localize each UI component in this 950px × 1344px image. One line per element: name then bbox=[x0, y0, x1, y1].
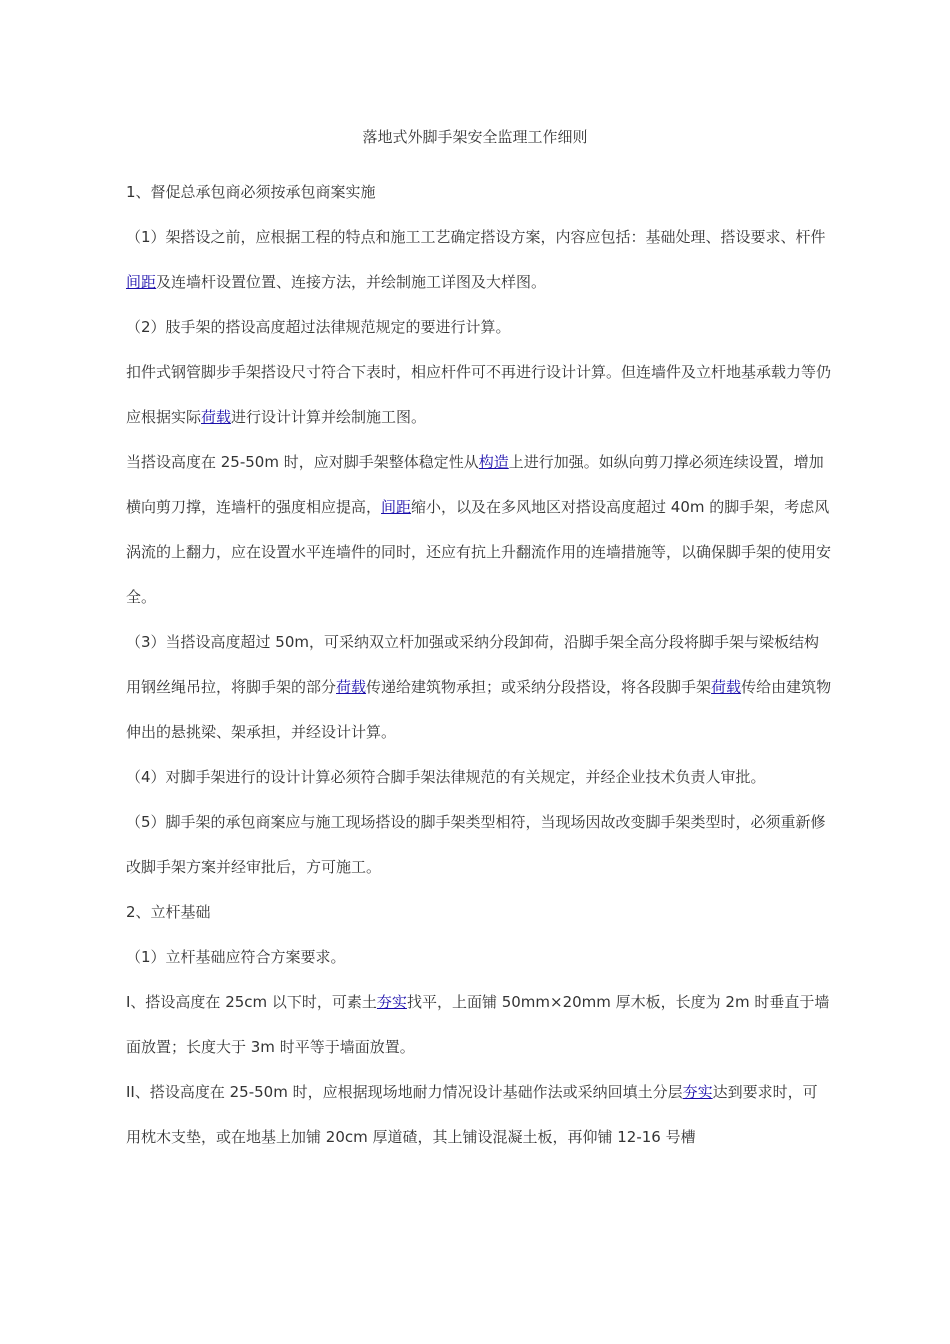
paragraph-text: 进行设计计算并绘制施工图。 bbox=[231, 408, 427, 426]
paragraph-text: （3）当搭设高度超过 50m，可采纳双立杆加强或采纳分段卸荷，沿脚手架全高分段将脚手架与梁板结构用钢丝绳吊拉，将脚手架的部分 bbox=[126, 633, 820, 696]
glossary-link[interactable]: 夯实 bbox=[682, 1083, 713, 1101]
glossary-link[interactable]: 构造 bbox=[478, 453, 509, 471]
paragraph-text: 找平，上面铺 50mm×20mm 厚木板，长度为 2m 时垂直于墙面放置；长度大于 3m 时平等于墙面放置。 bbox=[126, 993, 830, 1056]
paragraph bbox=[126, 620, 832, 755]
glossary-link[interactable]: 夯实 bbox=[376, 993, 407, 1011]
paragraph-text: 达到要求时，可用枕木支垫，或在地基上加铺 20cm 厚道碴，其上铺设混凝土板，再仰铺 12-16 号槽 bbox=[126, 1083, 818, 1146]
paragraph-text: 传递给建筑物承担；或采纳分段搭设，将各段脚手架 bbox=[366, 678, 712, 696]
paragraph-text: 当搭设高度在 25-50m 时，应对脚手架整体稳定性从 bbox=[126, 453, 479, 471]
paragraph bbox=[126, 350, 832, 440]
paragraph-text: （5）脚手架的承包商案应与施工现场搭设的脚手架类型相符，当现场因故改变脚手架类型时，必须重新修改脚手架方案并经审批后，方可施工。 bbox=[126, 813, 826, 876]
paragraph bbox=[126, 1070, 832, 1160]
paragraph bbox=[126, 980, 832, 1070]
glossary-link[interactable]: 荷载 bbox=[201, 408, 232, 426]
glossary-link[interactable]: 间距 bbox=[126, 273, 157, 291]
glossary-link[interactable]: 间距 bbox=[381, 498, 412, 516]
paragraph-text: 上进行加强。如纵向剪刀撑必须连续设置，增加横向剪刀撑，连墙杆的强度相应提高， bbox=[126, 453, 824, 516]
paragraph bbox=[126, 935, 832, 980]
paragraph-text: 2、立杆基础 bbox=[126, 903, 211, 921]
paragraph bbox=[126, 755, 832, 800]
paragraph-text: （2）肢手架的搭设高度超过法律规范规定的要进行计算。 bbox=[126, 318, 511, 336]
paragraph-text: 缩小，以及在多风地区对搭设高度超过 40m 的脚手架，考虑风涡流的上翻力，应在设置水平连墙件的同时，还应有抗上升翻流作用的连墙措施等，以确保脚手架的使用安全。 bbox=[126, 498, 832, 606]
document-body bbox=[126, 170, 832, 1160]
paragraph bbox=[126, 215, 832, 305]
paragraph-text: 扣件式钢管脚步手架搭设尺寸符合下表时，相应杆件可不再进行设计计算。但连墙件及立杆地基承载力等仍应根据实际 bbox=[126, 363, 832, 426]
glossary-link[interactable]: 荷载 bbox=[336, 678, 367, 696]
paragraph bbox=[126, 440, 832, 620]
paragraph-text: （1）立杆基础应符合方案要求。 bbox=[126, 948, 346, 966]
paragraph-text: （1）架搭设之前，应根据工程的特点和施工工艺确定搭设方案，内容应包括：基础处理、搭设要求、杆件 bbox=[126, 228, 826, 246]
paragraph-text: 传给由建筑物伸出的悬挑梁、架承担，并经设计计算。 bbox=[126, 678, 832, 741]
paragraph bbox=[126, 800, 832, 890]
paragraph-text: II、搭设高度在 25-50m 时，应根据现场地耐力情况设计基础作法或采纳回填土分层 bbox=[126, 1083, 683, 1101]
paragraph bbox=[126, 890, 832, 935]
document-title: 落地式外脚手架安全监理工作细则 bbox=[362, 128, 588, 146]
paragraph-text: I、搭设高度在 25cm 以下时，可素土 bbox=[126, 993, 377, 1011]
paragraph-text: 及连墙杆设置位置、连接方法，并绘制施工详图及大样图。 bbox=[156, 273, 547, 291]
paragraph bbox=[126, 170, 832, 215]
paragraph bbox=[126, 305, 832, 350]
glossary-link[interactable]: 荷载 bbox=[711, 678, 742, 696]
paragraph-text: （4）对脚手架进行的设计计算必须符合脚手架法律规范的有关规定，并经企业技术负责人审批。 bbox=[126, 768, 766, 786]
paragraph-text: 1、督促总承包商必须按承包商案实施 bbox=[126, 183, 376, 201]
